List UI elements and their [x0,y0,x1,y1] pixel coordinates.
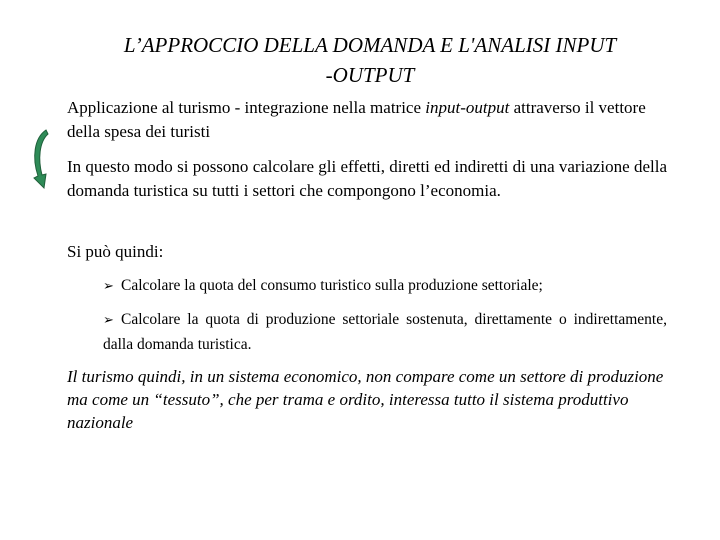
title-line-2: -OUTPUT [325,63,415,87]
bullet-text-1: Calcolare la quota del consumo turistico sulla produzione settoriale; [121,277,543,294]
bullet-item-1 [103,274,667,299]
paragraph-effects: In questo modo si possono calcolare gli effetti, diretti ed indiretti di una variazione della domanda turistica su tutti i settori che compongono l’economia. [67,157,667,200]
bullet-item-2 [103,308,667,357]
closing-statement: Il turismo quindi, in un sistema economico, non compare come un settore di produzione ma come un “tessuto”, che per trama e ordito, interessa tutto il sistema produttivo nazionale [67,367,664,432]
bullet-arrow-icon: ➢ [103,279,114,294]
input-output-emphasis: input-output [425,98,510,117]
paragraph-application-text-end: attraverso il vettore della spesa dei turisti [67,98,646,141]
paragraph-therefore: Si può quindi: [67,242,164,261]
slide-title [60,30,680,90]
title-line-1: L’APPROCCIO DELLA DOMANDA E L'ANALISI INPUT [123,33,617,57]
paragraph-application-text: Applicazione al turismo - integrazione nella matrice [67,98,426,117]
bullet-arrow-icon: ➢ [103,313,114,328]
curved-arrow-icon [30,128,52,190]
bullet-text-2: Calcolare la quota di produzione settoriale sostenuta, direttamente o indirettamente, dalla domanda turistica. [103,311,667,353]
paragraph-application [67,96,667,144]
